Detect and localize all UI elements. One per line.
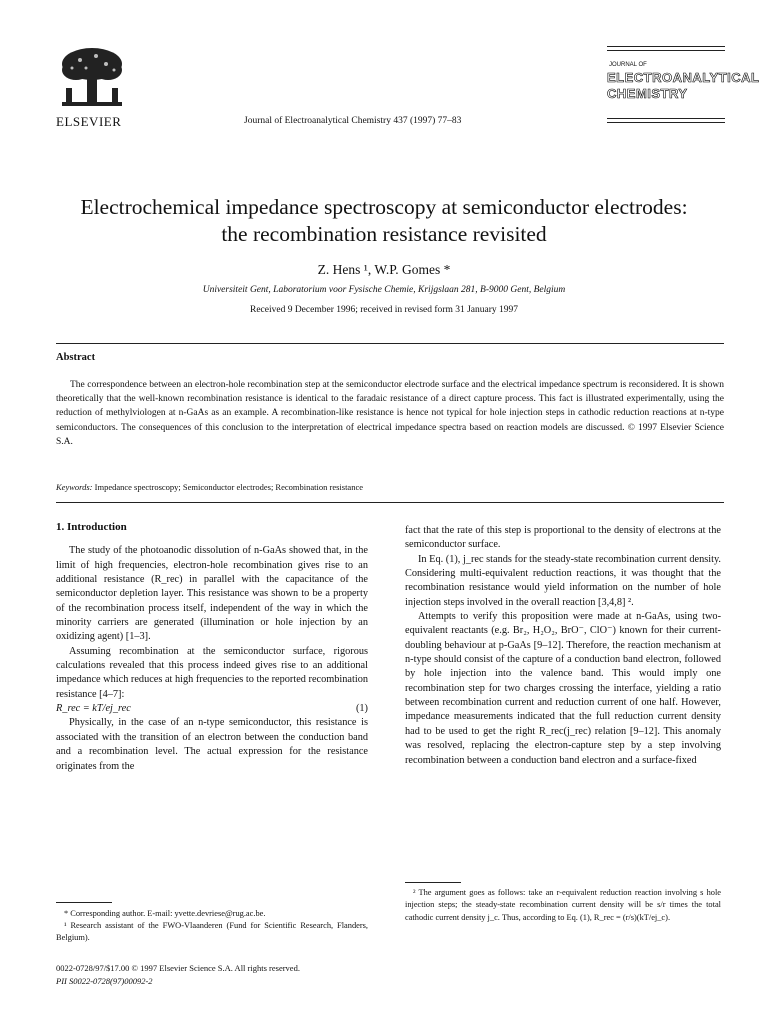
equation-number: (1) — [355, 703, 368, 715]
journal-citation: Journal of Electroanalytical Chemistry 437 (1997) 77–83 — [244, 116, 462, 126]
publisher-name: ELSEVIER — [56, 114, 122, 129]
article-title — [0, 194, 768, 248]
journal-logo-small: JOURNAL OF — [609, 62, 647, 68]
keywords — [56, 482, 724, 492]
right-column — [405, 524, 721, 768]
paragraph: Attempts to verify this proposition were made at n-GaAs, using two-equivalent reactants (e.g. Br₂, H₂O₂, BrO⁻, ClO⁻) known for their current-doubling behaviour at p-GaAs [9–12]. Therefore, the reaction mechanism at n-type should consist of the capture of a conduction band electron, followed by hole injection into the valence band. This would imply one recombination step for two charges crossing the interface, yielding a ratio between recombination current and reduction current of one half. However, impedance measurements indicated that the full reduction current density had to be used to get the right R_rec(j_rec) relation [9–12]. This anomaly was resolved, replacing the electron-capture step by a step involving recombination between a conduction band electron and a surface-fixed — [405, 611, 721, 766]
section-heading: 1. Introduction — [56, 521, 127, 533]
footnote-rule-right — [405, 882, 461, 883]
journal-logo-line1: ELECTROANALYTICAL — [607, 70, 760, 85]
footnote-corresponding: * Corresponding author. E-mail: yvette.devriese@rug.ac.be. — [64, 909, 266, 918]
paragraph: The study of the photoanodic dissolution of n-GaAs showed that, in the limit of high frequencies, electron-hole recombination gives rise to an additional resistance (R_rec) in parallel with the capacitance of the semiconductor depletion layer. This resistance was shown to be a property of the recombination process itself, independent of the way in which the minority carriers are generated (illumination or hole injection by an oxidizing agent) [1–3]. — [56, 545, 368, 643]
equation-1 — [56, 702, 368, 716]
journal-logo-line2: CHEMISTRY — [607, 86, 688, 101]
copyright: 0022-0728/97/$17.00 © 1997 Elsevier Science S.A. All rights reserved. — [56, 963, 300, 973]
abstract-heading: Abstract — [56, 352, 96, 363]
elsevier-tree-logo — [56, 44, 128, 112]
paragraph: Physically, in the case of an n-type semiconductor, this resistance is associated with the transition of an electron between the conduction band and a recombination level. The actual expression for the resistance originates from the — [56, 717, 368, 772]
abstract-text: The correspondence between an electron-hole recombination step at the semiconductor electrode surface and the electrical impedance spectrum is reconsidered. It is shown theoretically that the well-known recombination resistance is identical to the faradaic resistance of a direct capture process. This fact is illustrated experimentally, using the reduction of methylviologen at n-GaAs as an example. A recombination-like resistance is hence not typical for hole injection steps in cathodic reduction reactions at n-type semiconductors. The consequences of this conclusion to the interpretation of electrical impedance spectra based on reaction models are discussed. © 1997 Elsevier Science S.A. — [56, 380, 724, 447]
equation-text: R_rec = kT/ej_rec — [56, 703, 131, 715]
abstract-divider — [56, 502, 724, 503]
footnotes-left — [56, 908, 368, 944]
authors: Z. Hens ¹, W.P. Gomes * — [317, 262, 451, 277]
footnote-2: ² The argument goes as follows: take an r-equivalent reduction reaction involving s hole injection steps; the steady-state recombination current density will be s/r times the total cathodic current density j_c. Thus, according to Eq. (1), R_rec = (r/s)(kT/ej_c). — [405, 888, 721, 922]
keywords-list: Impedance spectroscopy; Semiconductor electrodes; Recombination resistance — [94, 482, 364, 492]
received-dates: Received 9 December 1996; received in revised form 31 January 1997 — [249, 305, 518, 315]
title-line-1: Electrochemical impedance spectroscopy at semiconductor electrodes: — [80, 195, 688, 219]
keywords-label: Keywords: — [56, 482, 93, 492]
footnotes-right — [405, 887, 721, 924]
left-column — [56, 520, 368, 774]
paragraph: In Eq. (1), j_rec stands for the steady-state recombination current density. Considering multi-equivalent reduction reactions, it was thought that the recombination resistance would yield information on the number of hole injection steps involved in the overall reaction [3,4,8] ². — [405, 553, 721, 608]
footnote-1: ¹ Research assistant of the FWO-Vlaanderen (Fund for Scientific Research, Flanders, Belgium). — [56, 921, 368, 942]
title-line-2: the recombination resistance revisited — [221, 222, 547, 246]
top-divider — [56, 343, 724, 344]
pii: PII S0022-0728(97)00092-2 — [56, 976, 153, 986]
paragraph: Assuming recombination at the semiconductor surface, rigorous calculations revealed that this process indeed gives rise to an additional impedance which reduces at high frequencies to the reported recombination resistance [4–7]: — [56, 645, 368, 700]
copyright-block — [56, 962, 376, 988]
journal-logo — [607, 46, 760, 128]
paragraph: fact that the rate of this step is proportional to the density of electrons at the semiconductor surface. — [405, 525, 721, 551]
affiliation: Universiteit Gent, Laboratorium voor Fysische Chemie, Krijgslaan 281, B-9000 Gent, Belgium — [202, 285, 566, 295]
footnote-rule-left — [56, 902, 112, 903]
